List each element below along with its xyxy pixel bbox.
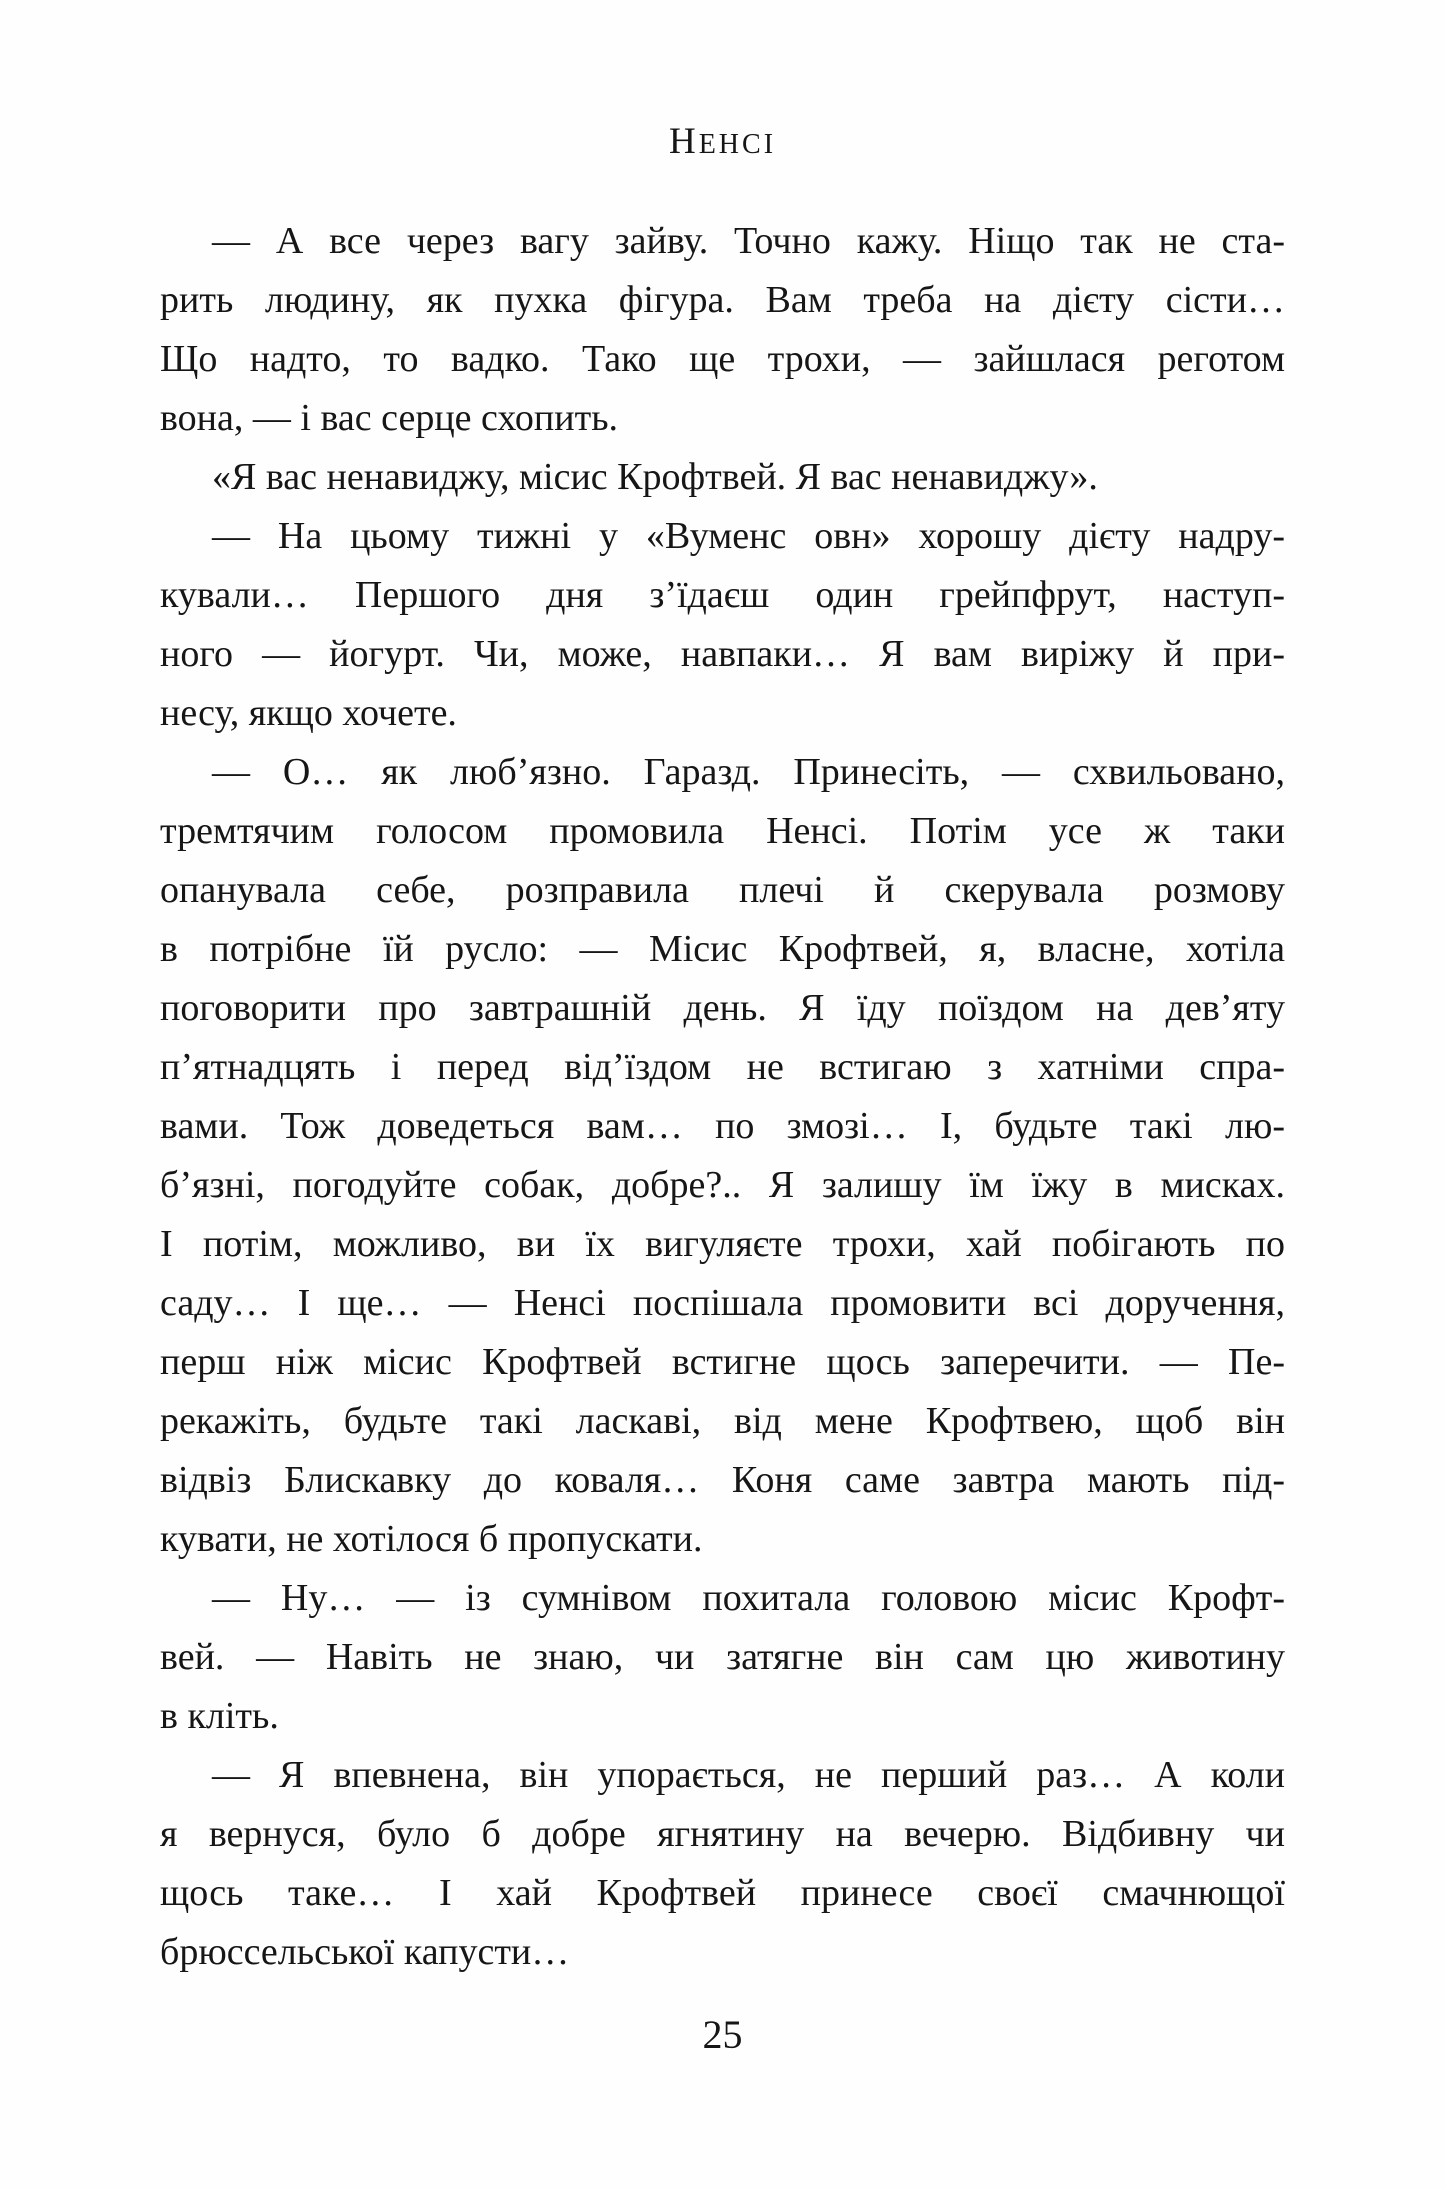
text-line: відвіз Блискавку до коваля… Коня саме завтра мають під- xyxy=(160,1459,1285,1501)
text-line: «Я вас ненавиджу, місис Крофтвей. Я вас ненавиджу». xyxy=(212,456,1098,498)
text-line: — А все через вагу зайву. Точно кажу. Ніщо так не ста- xyxy=(212,220,1285,262)
text-line: кували… Першого дня з’їдаєш один грейпфрут, наступ- xyxy=(160,574,1285,616)
text-line: кувати, не хотілося б пропускати. xyxy=(160,1518,703,1560)
text-line: б’язні, погодуйте собак, добре?.. Я залишу їм їжу в мисках. xyxy=(160,1164,1285,1206)
text-line: — Ну… — із сумнівом похитала головою місис Крофт- xyxy=(212,1577,1285,1619)
text-line: ного — йогурт. Чи, може, навпаки… Я вам виріжу й при- xyxy=(160,633,1285,675)
paragraph xyxy=(160,448,1285,507)
text-line: опанувала себе, розправила плечі й скерувала розмову xyxy=(160,869,1285,911)
text-block xyxy=(160,118,1285,2060)
text-line: — На цьому тижні у «Вуменс овн» хорошу дієту надру- xyxy=(212,515,1285,557)
text-line: вами. Тож доведеться вам… по змозі… І, будьте такі лю- xyxy=(160,1105,1285,1147)
text-line: рекажіть, будьте такі ласкаві, від мене Крофтвею, щоб він xyxy=(160,1400,1285,1442)
paragraph xyxy=(160,507,1285,743)
text-line: поговорити про завтрашній день. Я їду поїздом на дев’яту xyxy=(160,987,1285,1029)
text-line: несу, якщо хочете. xyxy=(160,692,457,734)
text-line: вей. — Навіть не знаю, чи затягне він сам цю животину xyxy=(160,1636,1285,1678)
text-line: вона, — і вас серце схопить. xyxy=(160,397,619,439)
text-line: щось таке… І хай Крофтвей принесе своєї смачнющої xyxy=(160,1872,1285,1914)
paragraph xyxy=(160,1569,1285,1746)
running-header-rest: ЕНСІ xyxy=(698,129,777,160)
paragraph xyxy=(160,1746,1285,1982)
text-line: брюссельської капусти… xyxy=(160,1931,570,1973)
running-header-initial: Н xyxy=(668,121,699,162)
text-line: в потрібне їй русло: — Місис Крофтвей, я, власне, хотіла xyxy=(160,928,1285,970)
running-header xyxy=(160,118,1285,166)
paragraph xyxy=(160,743,1285,1569)
text-line: я вернуся, було б добре ягнятину на вечерю. Відбивну чи xyxy=(160,1813,1285,1855)
text-line: п’ятнадцять і перед від’їздом не встигаю з хатніми спра- xyxy=(160,1046,1285,1088)
paragraph xyxy=(160,212,1285,448)
text-line: — О… як люб’язно. Гаразд. Принесіть, — схвильовано, xyxy=(212,751,1285,793)
text-line: І потім, можливо, ви їх вигуляєте трохи, хай побігають по xyxy=(160,1223,1285,1265)
text-line: Що надто, то вадко. Тако ще трохи, — зайшлася реготом xyxy=(160,338,1285,380)
text-line: тремтячим голосом промовила Ненсі. Потім усе ж таки xyxy=(160,810,1285,852)
text-line: в кліть. xyxy=(160,1695,279,1737)
text-line: рить людину, як пухка фігура. Вам треба на дієту сісти… xyxy=(160,279,1285,321)
body-text xyxy=(160,212,1285,1982)
page-number: 25 xyxy=(702,2012,743,2057)
text-line: перш ніж місис Крофтвей встигне щось заперечити. — Пе- xyxy=(160,1341,1285,1383)
text-line: саду… І ще… — Ненсі поспішала промовити всі доручення, xyxy=(160,1282,1285,1324)
text-line: — Я впевнена, він упорається, не перший раз… А коли xyxy=(212,1754,1285,1796)
